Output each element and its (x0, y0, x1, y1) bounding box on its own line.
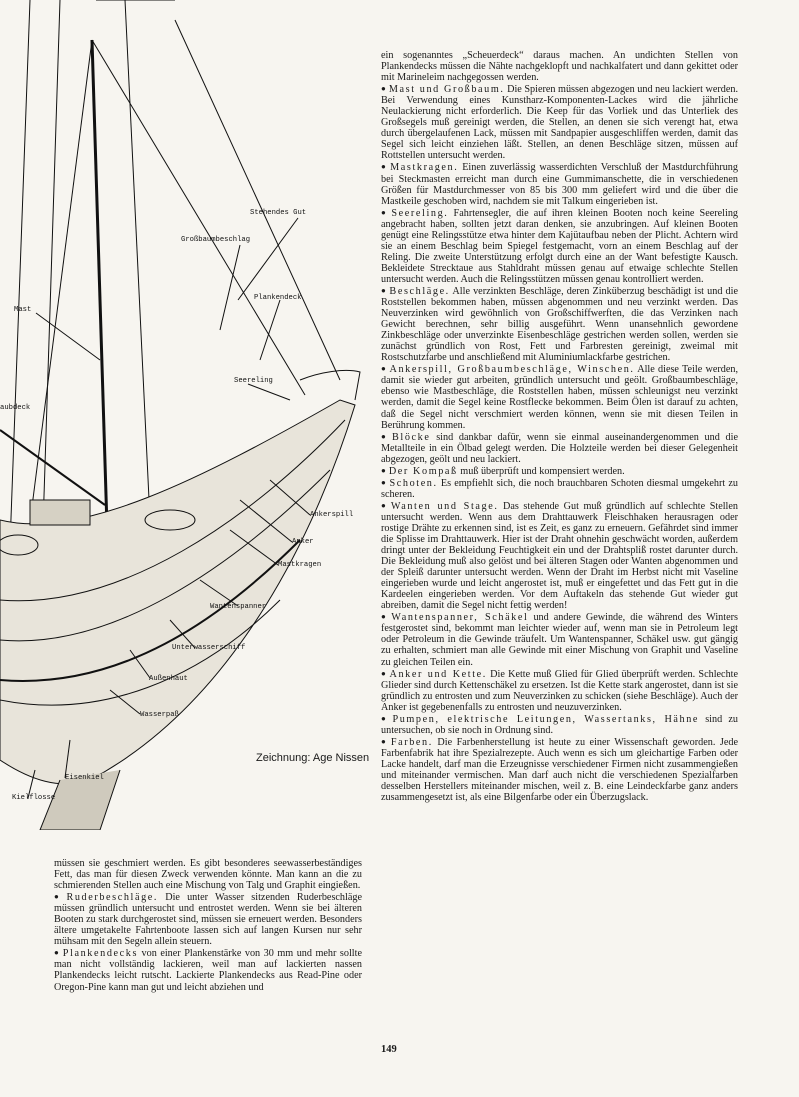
bullet-icon: ● (381, 431, 390, 441)
paragraph-text: ein sogenanntes „Scheuerdeck“ daraus machen. An undichten Stellen von Plankendecks müssen die Nähte nachgeklopft und nachkalfatert und dann gekittet oder mit Marineleim nachgegossen werden. (381, 50, 738, 84)
bullet-icon: ● (381, 207, 389, 217)
sailboat-drawing (0, 0, 372, 830)
paragraph (54, 891, 362, 947)
label-seereling: Seereling (234, 377, 273, 385)
bullet-icon: ● (54, 948, 60, 958)
paragraph-heading: Ankerspill, Großbaumbeschläge, Winschen. (389, 364, 635, 376)
left-column (54, 858, 362, 993)
paragraph (381, 207, 738, 285)
paragraph (381, 465, 738, 477)
bullet-icon: ● (381, 612, 389, 622)
paragraph-heading: Beschläge. (389, 285, 450, 297)
paragraph-text: müssen sie geschmiert werden. Es gibt besonderes seewasserbeständiges Fett, das man für diesen Zweck verwenden könnte. Man kann an die zu schmierenden Stellen auch eine Mischung von Talg und Graphit eingießen. (54, 858, 362, 892)
paragraph-heading: Schoten. (389, 477, 438, 489)
paragraph-text: Es empfiehlt sich, die noch brauchbaren Schoten diesmal umgekehrt zu scheren. (381, 477, 738, 500)
paragraph-text: sind zu untersuchen, ob sie noch in Ordnung sind. (381, 713, 738, 736)
paragraph (381, 50, 738, 83)
paragraph-heading: Mast und Großbaum. (388, 84, 505, 96)
paragraph-text: Die Kette muß Glied für Glied überprüft werden. Schlechte Glieder sind durch Kettenschäkel zu ersetzen. Ist die Kette stark angerostet, dann ist sie gründlich zu entrosten und zum Neuverzinken zu schicken (siehe Beschläge). Auch der Anker ist gegebenenfalls zu entrosten und neuzuverzinken. (381, 668, 739, 713)
page-number: 149 (381, 1044, 397, 1055)
paragraph-heading: Ruderbeschläge. (66, 892, 159, 904)
label-aufbaudeck: aubdeck (0, 404, 31, 412)
bullet-icon: ● (381, 713, 390, 723)
paragraph-text: sind dankbar dafür, wenn sie einmal auseinandergenommen und die Metallteile in ein Ölbad gelegt werden. Die Holzteile werden bei dieser Gelegenheit abgezogen, geölt und neu lackiert. (381, 431, 738, 465)
paragraph-heading: Seereling. (391, 207, 449, 219)
bullet-icon: ● (381, 162, 388, 172)
label-wasserpass: Wasserpaß (140, 711, 179, 719)
bullet-icon: ● (381, 285, 387, 295)
label-wantenspanner: Wantenspanner (210, 603, 267, 611)
paragraph (381, 668, 738, 713)
paragraph (381, 431, 738, 465)
paragraph-heading: Plankendecks (62, 948, 139, 960)
paragraph-heading: Pumpen, elektrische Leitungen, Wassertanks, Hähne (392, 713, 700, 725)
paragraph (54, 858, 362, 891)
paragraph (381, 477, 738, 500)
label-kielflosse: Kielflosse (12, 794, 56, 802)
paragraph-text: Einen zuverlässig wasserdichten Verschluß der Mastdurchführung bei Steckmasten erreicht man durch eine Gummimanschette, die in verschiedenen Größen für Mastdurchmesser von 85 bis 300 mm geliefert wird und die über die Mastkeile geschoben wird, nachdem sie mit Talkum eingerieben ist. (381, 162, 738, 207)
paragraph-heading: Wanten und Stage. (390, 500, 499, 512)
paragraph-text: Alle verzinkten Beschläge, deren Zinküberzug beschädigt ist und die Roststellen bekommen haben, müssen abgenommen und neu verzinkt werden. Das Neuverzinken wird gewöhnlich von Großschiffwerften, die das Verzinken nach Gewicht berechnen, sehr billig ausgeführt. Wenn unansehnlich gewordene Zinkbeschläge oder unverzinkte Eisenbeschläge gestrichen werden sollen, werden sie zunächst gründlich von Rost, Fett und Farbresten gereinigt, zweimal mit Rostschutzfarbe und anschließend mit Aluminiumlackfarbe gestrichen. (381, 285, 738, 364)
label-grossbaumbeschlag: Großbaumbeschlag (181, 236, 251, 244)
paragraph (381, 500, 738, 611)
right-column (381, 50, 738, 803)
paragraph-text: Das stehende Gut muß gründlich auf schlechte Stellen untersucht werden. Wenn aus dem Drahttauwerk Fleischhaken herausragen oder rostige Drähte zu erkennen sind, ist es Zeit, es ganz zu erneuern. Gefährdet sind immer die Splisse im Drahttauwerk. Hier ist der Draht ohnehin geschwächt worden, außerdem dringt unter der Bekleidung Feuchtigkeit ein und der Drahtspliß rostet darunter durch. Die Bekleidung muß also gelöst und bei älteren Stagen oder Wanten abgenommen und der Spleiß darunter untersucht werden. Wenn der Draht im Herbst nicht mit Vaseline eingerieben wurde und leicht angerostet ist, muß er eingefettet und das Fett gut in die Kardeelen eingerieben werden. Vor dem Auftakeln das stehende Gut wieder gut abreiben, damit die Segel nicht fettig werden! (381, 500, 739, 612)
paragraph (381, 611, 738, 667)
bullet-icon: ● (381, 364, 387, 374)
paragraph (381, 161, 738, 206)
paragraph-heading: Anker und Kette. (389, 668, 487, 680)
paragraph (381, 285, 738, 363)
paragraph-text: Alle diese Teile werden, damit sie wieder gut arbeiten, gründlich untersucht und geölt. Großbaumbeschläge, ebenso wie Mastbeschläge, die Roststellen haben, müssen schleunigst neu verzinkt werden, damit die Segel keine Rostflecke bekommen. Beim Ölen ist darauf zu achten, daß die Segel nicht verschmiert werden können, wenn sie mit diesen Teilen in Berührung kommen. (381, 364, 738, 431)
bullet-icon: ● (381, 500, 388, 510)
label-stehendes-gut: Stehendes Gut (250, 209, 307, 217)
paragraph-text: Die unter Wasser sitzenden Ruderbeschläge müssen gründlich untersucht und entrostet werden. Wenn sie bei älteren Booten zu stark durchgerostet sind, müssen sie erneuert werden. Besonders ältere umgetakelte Fahrtenboote lassen sich auf langen Kursen nur sehr mühsam mit den Segeln allein steuern. (54, 892, 362, 948)
paragraph-heading: Mastkragen. (390, 162, 459, 174)
paragraph-text: Die Spieren müssen abgezogen und neu lackiert werden. Bei Verwendung eines Kunstharz-Komponenten-Lackes wird die jährliche Neulackierung nicht erforderlich. Die Keep für das Vorliek und das Unterliek des Großsegels muß gereinigt werden, die Stellen, an denen sie sich verengt hat, etwa durch übergelaufenen Lack, müssen mit Sandpapier ausgeschliffen werden, damit das Segel sich leicht einziehen läßt. Stellen, an denen Beschläge sitzen, müssen auf Rottstellen untersucht werden. (381, 84, 738, 162)
paragraph-heading: Wantenspanner, Schäkel (391, 612, 529, 624)
bullet-icon: ● (381, 668, 387, 678)
paragraph-text: und andere Gewinde, die während des Winters festgerostet sind, bekommt man leichter wieder auf, wenn man sie in Petroleum legt oder Petroleum in die Gewinde träufelt. Um Wantenspanner, Schäkel usw. gut gängig zu erhalten, schmiert man alle Gewinde mit einer Mischung von Graphit und Vaseline zu gleichen Teilen ein. (381, 612, 738, 668)
label-mast: Mast (14, 306, 32, 314)
paragraph-text: Fahrtensegler, die auf ihren kleinen Booten noch keine Seereling angebracht haben, sollten jetzt daran denken, sie anzubringen. Auf kleinen Booten genügt eine Relingsstütze etwa hinter dem Kajütaufbau neben der Plicht. Achtern wird sie an einem Beschlag beim Spiegel festgemacht, vorn an einem Beschlag auf der Reling. Die zweite Unterstützung erfolgt durch eine an der Want befestigte Kausch. Bekleidete Strecktaue aus Stahldraht müssen genau auf etwaige schlechte Stellen untersucht werden. Auch die Relingsstützen müssen genau kontrolliert werden. (381, 207, 739, 285)
paragraph-heading: Der Kompaß (388, 465, 458, 477)
label-eisenkiel: Eisenkiel (65, 774, 104, 782)
label-unterwasserschiff: Unterwasserschiff (172, 644, 246, 652)
bullet-icon: ● (54, 892, 64, 902)
boat-illustration (0, 0, 372, 830)
label-mastkragen: Mastkragen (278, 561, 322, 569)
paragraph (381, 713, 738, 736)
paragraph-text: muß überprüft und kompensiert werden. (460, 465, 625, 477)
paragraph (381, 363, 738, 430)
label-anker: Anker (292, 538, 314, 546)
paragraph-text: von einer Plankenstärke von 30 mm und mehr sollte man nicht vollständig lackieren, weil man auf lackierten nassen Plankendecks leicht rutscht. Lackierte Plankendecks aus Read-Pine oder Oregon-Pine kann man gut und leicht abziehen und (54, 948, 362, 993)
paragraph (381, 83, 738, 161)
bullet-icon: ● (381, 84, 386, 94)
paragraph-heading: Blöcke (392, 431, 431, 443)
paragraph-text: Die Farbenherstellung ist heute zu einer Wissenschaft geworden. Jede Farbenfabrik hat ihre Spezialrezepte. Auch wenn es sich um gleichartige Farben oder Lacke handelt, darf man die Erzeugnisse verschiedener Firmen nicht zusammengießen und miteinander vermischen. Man darf auch nicht die verschiedenen Spezialfarben desselben Herstellers miteinander mischen, weil z. B. eine Leindeckfarbe ganz anders zusammengesetzt ist, als eine Bilgenfarbe oder ein Überzugslack. (381, 736, 739, 804)
bullet-icon: ● (381, 736, 388, 746)
paragraph (381, 736, 738, 803)
label-ankerspill: Ankerspill (310, 511, 354, 519)
label-aussenhaut: Außenhaut (149, 675, 188, 683)
bullet-icon: ● (381, 465, 386, 475)
paragraph (54, 947, 362, 992)
illustration-credit: Zeichnung: Age Nissen (256, 752, 370, 764)
paragraph-heading: Farben. (390, 736, 433, 748)
bullet-icon: ● (381, 477, 387, 487)
label-plankendeck: Plankendeck (254, 294, 302, 302)
